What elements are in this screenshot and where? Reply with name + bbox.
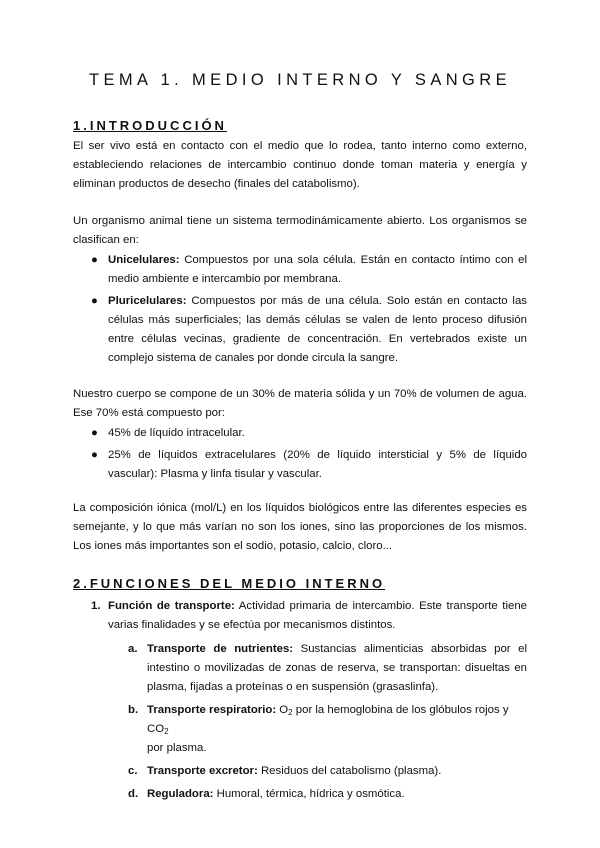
sub-list-marker: c. [128,765,138,777]
bullet-icon: ● [91,295,98,307]
sub-list-item [128,701,527,758]
list-item-text: Actividad primaria de intercambio. Este transporte tiene varias finalidades y se efectúa por mecanismos distintos. [108,600,528,631]
list-item-term: Unicelulares: [108,254,180,266]
intro-paragraph-3: Nuestro cuerpo se compone de un 30% de materia sólida y un 70% de volumen de agua. Ese 70% está compuesto por: [73,388,527,419]
oxygen-symbol: O [276,704,289,716]
sub-list-text: por la hemoglobina de los glóbulos rojos y CO [147,704,509,735]
list-item-text: Compuestos por una sola célula. Están en contacto íntimo con el medio ambiente e intercambio por membrana. [108,254,527,285]
section-heading-introduccion: 1.INTRODUCCIÓN [73,118,227,133]
sub-list-item [128,640,527,697]
list-item-text: Compuestos por más de una célula. Solo están en contacto las células más superficiales; las demás células se valen de lento proceso difusión entre células vecinas, gradiente de concentración. En vertebrados existe un complejo sistema de canales por donde circula la sangre. [108,295,527,364]
organism-types-list [91,251,527,368]
intro-paragraph-2: Un organismo animal tiene un sistema termodinámicamente abierto. Los organismos se clasifican en: [73,215,527,246]
sub-list-marker: d. [128,788,139,800]
sub-list-text: Humoral, térmica, hídrica y osmótica. [213,788,405,800]
list-item-text: 25% de líquidos extracelulares (20% de líquido intersticial y 5% de líquido vascular): Plasma y linfa tisular y vascular. [108,449,527,480]
list-item-term: Función de transporte: [108,600,235,612]
oxygen-subscript: 2 [288,708,293,717]
document-title: TEMA 1. MEDIO INTERNO Y SANGRE [88,71,512,89]
list-item [91,597,527,804]
bullet-icon: ● [91,427,98,439]
co2-subscript: 2 [164,727,169,736]
transport-types-list [128,640,527,804]
list-item-text: 45% de líquido intracelular. [108,427,245,439]
section-heading-funciones: 2.FUNCIONES DEL MEDIO INTERNO [73,576,386,591]
sub-list-marker: b. [128,704,139,716]
sub-list-text: Residuos del catabolismo (plasma). [257,765,442,777]
intro-paragraph-1: El ser vivo está en contacto con el medio que lo rodea, tanto interno como externo, estableciendo relaciones de intercambio continuo donde toman materia y energía y eliminan productos de desecho (finales del catabolismo). [73,140,527,190]
sub-list-text: Sustancias alimenticias absorbidas por el intestino o movilizadas de zonas de reserva, se transportan: disueltas en plasma, fijadas a proteínas o en suspensión (grasaslinfa). [147,643,527,693]
bullet-icon: ● [91,254,98,266]
list-item-term: Pluricelulares: [108,295,187,307]
list-item-body [108,597,527,635]
sub-list-item [128,762,527,781]
sub-list-text-tail: por plasma. [147,742,207,754]
water-composition-list [91,424,527,484]
list-item [91,446,527,484]
sub-list-term: Transporte de nutrientes: [147,643,294,655]
sub-list-item [128,785,527,804]
sub-list-marker: a. [128,643,138,655]
sub-list-term: Reguladora: [147,788,214,800]
bullet-icon: ● [91,449,98,461]
intro-paragraph-4: La composición iónica (mol/L) en los líquidos biológicos entre las diferentes especies es semejante, y lo que más varían no son los iones, sino las proporciones de los mismos. Los iones más importantes son el sodio, potasio, calcio, cloro... [73,502,527,552]
list-item [91,251,527,289]
functions-list [91,597,527,804]
list-item [91,424,527,443]
sub-list-term: Transporte excretor: [147,765,258,777]
list-item [91,292,527,368]
sub-list-term: Transporte respiratorio: [147,704,277,716]
list-item-number: 1. [91,600,101,612]
